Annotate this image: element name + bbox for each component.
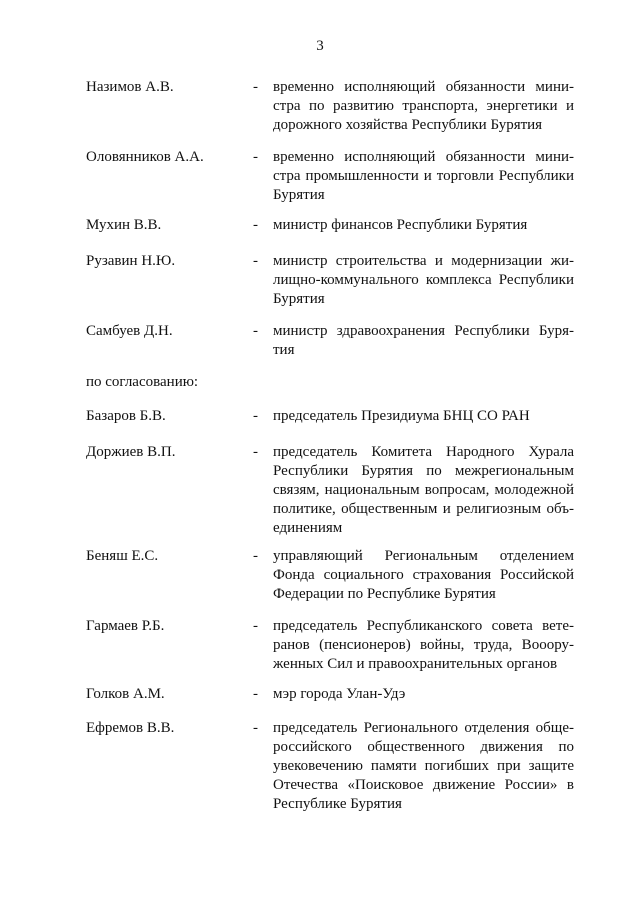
position-line: политике, общественным и религиозным объ-: [273, 501, 574, 517]
position-line: ранов (пенсионеров) войны, труда, Вооору-: [273, 637, 574, 653]
position-line: Федерации по Республике Бурятия: [273, 586, 496, 602]
member-position: [273, 443, 574, 538]
dash-separator: -: [253, 217, 258, 233]
dash-separator: -: [253, 720, 258, 736]
member-name: Гармаев Р.Б.: [86, 618, 165, 634]
member-name: Беняш Е.С.: [86, 548, 159, 564]
dash-separator: -: [253, 323, 258, 339]
position-line: Отечества «Поисковое движение России» в: [273, 777, 574, 793]
position-line: председатель Регионального отделения обще-: [273, 720, 574, 736]
page-number: 3: [316, 38, 324, 54]
position-line: Фонда социального страхования Российской: [273, 567, 574, 583]
dash-separator: -: [253, 149, 258, 165]
position-line: председатель Республиканского совета вете-: [273, 618, 574, 634]
dash-separator: -: [253, 686, 258, 702]
member-name: Голков А.М.: [86, 686, 165, 702]
dash-separator: -: [253, 618, 258, 634]
position-line: стра промышленности и торговли Республики: [273, 168, 574, 184]
position-line: лищно-коммунального комплекса Республики: [273, 272, 574, 288]
position-line: управляющий Региональным отделением: [273, 548, 574, 564]
position-line: министр финансов Республики Бурятия: [273, 217, 528, 233]
member-name: Мухин В.В.: [86, 217, 162, 233]
member-name: Ефремов В.В.: [86, 720, 175, 736]
position-line: председатель Комитета Народного Хурала: [273, 444, 574, 460]
member-name: Базаров Б.В.: [86, 408, 166, 424]
dash-separator: -: [253, 548, 258, 564]
dash-separator: -: [253, 253, 258, 269]
position-line: единениям: [273, 520, 343, 536]
member-position: [273, 685, 574, 704]
position-line: российского общественного движения по: [273, 739, 574, 755]
member-position: [273, 216, 574, 235]
member-position: [273, 148, 574, 205]
dash-separator: -: [253, 408, 258, 424]
position-line: Бурятия: [273, 291, 325, 307]
member-position: [273, 252, 574, 309]
member-position: [273, 78, 574, 135]
position-line: стра по развитию транспорта, энергетики и: [273, 98, 574, 114]
member-position: [273, 719, 574, 814]
member-name: Самбуев Д.Н.: [86, 323, 173, 339]
position-line: дорожного хозяйства Республики Бурятия: [273, 117, 543, 133]
position-line: временно исполняющий обязанности мини-: [273, 79, 574, 95]
section-label: по согласованию:: [86, 374, 199, 390]
member-position: [273, 617, 574, 674]
member-name: Доржиев В.П.: [86, 444, 176, 460]
member-position: [273, 322, 574, 360]
dash-separator: -: [253, 444, 258, 460]
position-line: председатель Президиума БНЦ СО РАН: [273, 408, 530, 424]
position-line: Республики Бурятия по межрегиональным: [273, 463, 574, 479]
position-line: увековечению памяти погибших при защите: [273, 758, 574, 774]
member-name: Оловянников А.А.: [86, 149, 204, 165]
member-position: [273, 407, 574, 426]
position-line: министр здравоохранения Республики Буря-: [273, 323, 574, 339]
member-name: Рузавин Н.Ю.: [86, 253, 176, 269]
dash-separator: -: [253, 79, 258, 95]
position-line: женных Сил и правоохранительных органов: [273, 656, 558, 672]
position-line: Бурятия: [273, 187, 325, 203]
member-position: [273, 547, 574, 604]
position-line: министр строительства и модернизации жи-: [273, 253, 574, 269]
position-line: временно исполняющий обязанности мини-: [273, 149, 574, 165]
position-line: тия: [273, 342, 295, 358]
position-line: Республике Бурятия: [273, 796, 402, 812]
position-line: связям, национальным вопросам, молодежной: [273, 482, 574, 498]
position-line: мэр города Улан-Удэ: [273, 686, 406, 702]
member-name: Назимов А.В.: [86, 79, 174, 95]
